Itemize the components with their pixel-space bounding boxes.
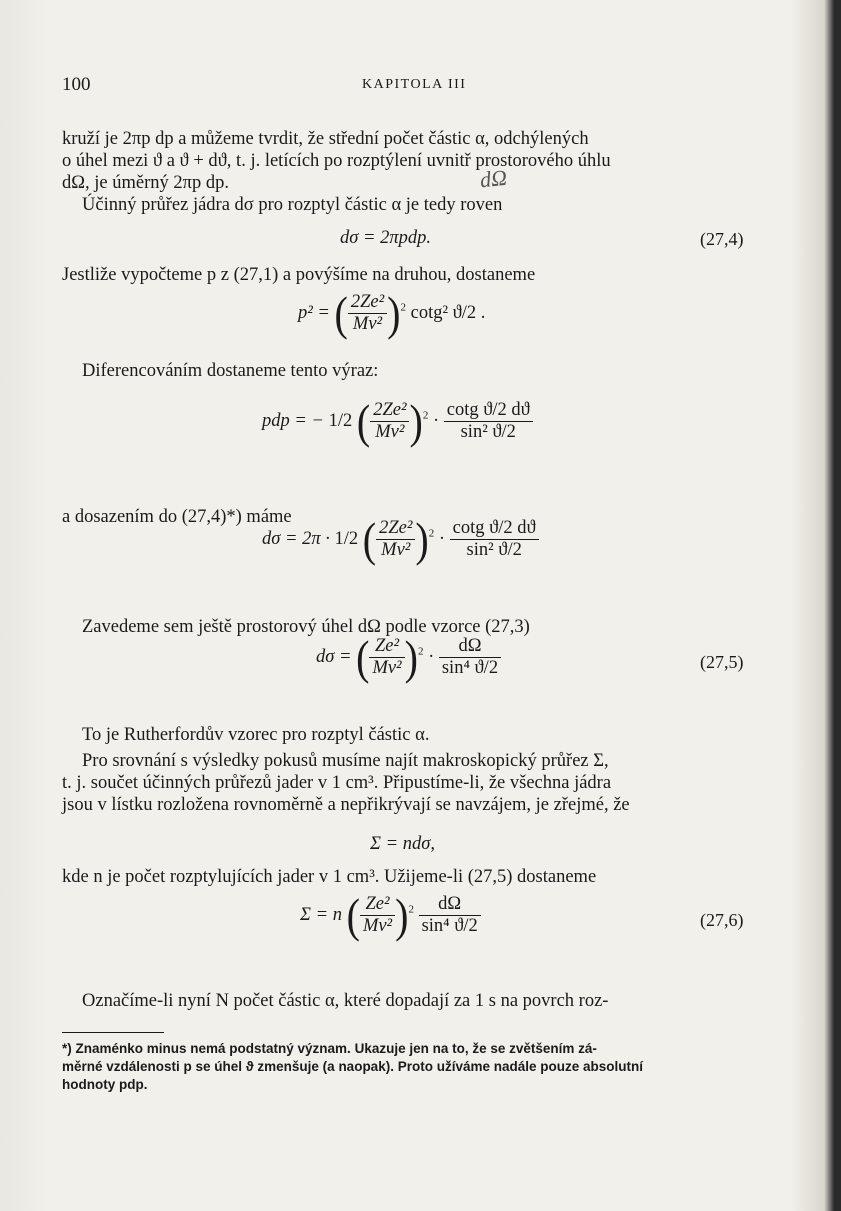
paragraph-line: To je Rutherfordův vzorec pro rozptyl částic α. <box>82 725 430 745</box>
equation-pdp: pdp = − 1/2 ( $\frac{\text{2Ze²}}{\text{Mv²}}$ )$^2$ · $\frac{\text{cotg ϑ/2 dϑ}}{\text{sin² ϑ/2}}$ <box>262 400 533 443</box>
footnote-divider <box>62 1032 164 1033</box>
paragraph-line: jsou v lístku rozložena rovnoměrně a nepřikrývají se navzájem, je zřejmé, že <box>62 795 630 815</box>
footnote-line: měrné vzdálenosti p se úhel ϑ zmenšuje (a naopak). Proto užíváme nadále pouze absolutní <box>62 1059 643 1074</box>
footnote-line: hodnoty pdp. <box>62 1077 148 1092</box>
paragraph-line: Diferencováním dostaneme tento výraz: <box>82 361 379 381</box>
paragraph-line: a dosazením do (27,4)*) máme <box>62 507 292 527</box>
footnote <box>62 1040 762 1094</box>
page-number: 100 <box>62 74 91 95</box>
equation-number: (27,5) <box>700 652 744 672</box>
chapter-title: KAPITOLA III <box>362 77 467 92</box>
paragraph-line: dΩ, je úměrný 2πp dp. <box>62 173 229 193</box>
equation-number: (27,4) <box>700 229 744 249</box>
equation-27-6: Σ = n ( $\frac{\text{Ze²}}{\text{Mv²}}$ )$^2$ $\frac{d\Omega}{\text{sin⁴ ϑ/2}}$ <box>300 894 481 937</box>
paragraph-line: Pro srovnání s výsledky pokusů musíme najít makroskopický průřez Σ, <box>82 751 609 771</box>
page-header <box>62 74 762 98</box>
paragraph-line: Označíme-li nyní N počet částic α, které dopadají za 1 s na povrch roz- <box>82 991 609 1011</box>
paragraph-line: t. j. součet účinných průřezů jader v 1 cm³. Připustíme-li, že všechna jádra <box>62 773 612 793</box>
paragraph-line: kruží je 2πp dp a můžeme tvrdit, že střední počet částic α, odchýlených <box>62 129 589 149</box>
paragraph-line: Jestliže vypočteme p z (27,1) a povýšíme na druhou, dostaneme <box>62 265 536 285</box>
paragraph-line: o úhel mezi ϑ a ϑ + dϑ, t. j. letících po rozptýlení uvnitř prostorového úhlu <box>62 151 611 171</box>
paragraph-line: Zavedeme sem ještě prostorový úhel dΩ podle vzorce (27,3) <box>82 617 530 637</box>
equation-27-4: dσ = 2πpdp. <box>340 228 432 248</box>
paragraph-line: Účinný průřez jádra dσ pro rozptyl částic α je tedy roven <box>82 195 503 215</box>
equation-dsigma: dσ = 2π · 1/2 ( $\frac{\text{2Ze²}}{\text{Mv²}}$ )$^2$ · $\frac{\text{cotg ϑ/2 dϑ}}{\text{sin² ϑ/2}}$ <box>262 518 539 561</box>
handwritten-annotation: dΩ <box>478 164 509 193</box>
footnote-line: *) Znaménko minus nemá podstatný význam. Ukazuje jen na to, že se zvětšením zá- <box>62 1041 597 1056</box>
paragraph-line: kde n je počet rozptylujících jader v 1 cm³. Užijeme-li (27,5) dostaneme <box>62 867 597 887</box>
equation-number: (27,6) <box>700 910 744 930</box>
equation-27-5: dσ = ( $\frac{\text{Ze²}}{\text{Mv²}}$ )$^2$ · $\frac{d\Omega}{\text{sin⁴ ϑ/2}}$ <box>316 636 501 679</box>
equation-p-squared: p² = ( $\frac{\text{2Ze²}}{\text{Mv²}}$ )$^2$ cotg² ϑ/2 . <box>298 285 486 340</box>
equation-sigma-ndsigma: Σ = ndσ, <box>370 834 435 854</box>
